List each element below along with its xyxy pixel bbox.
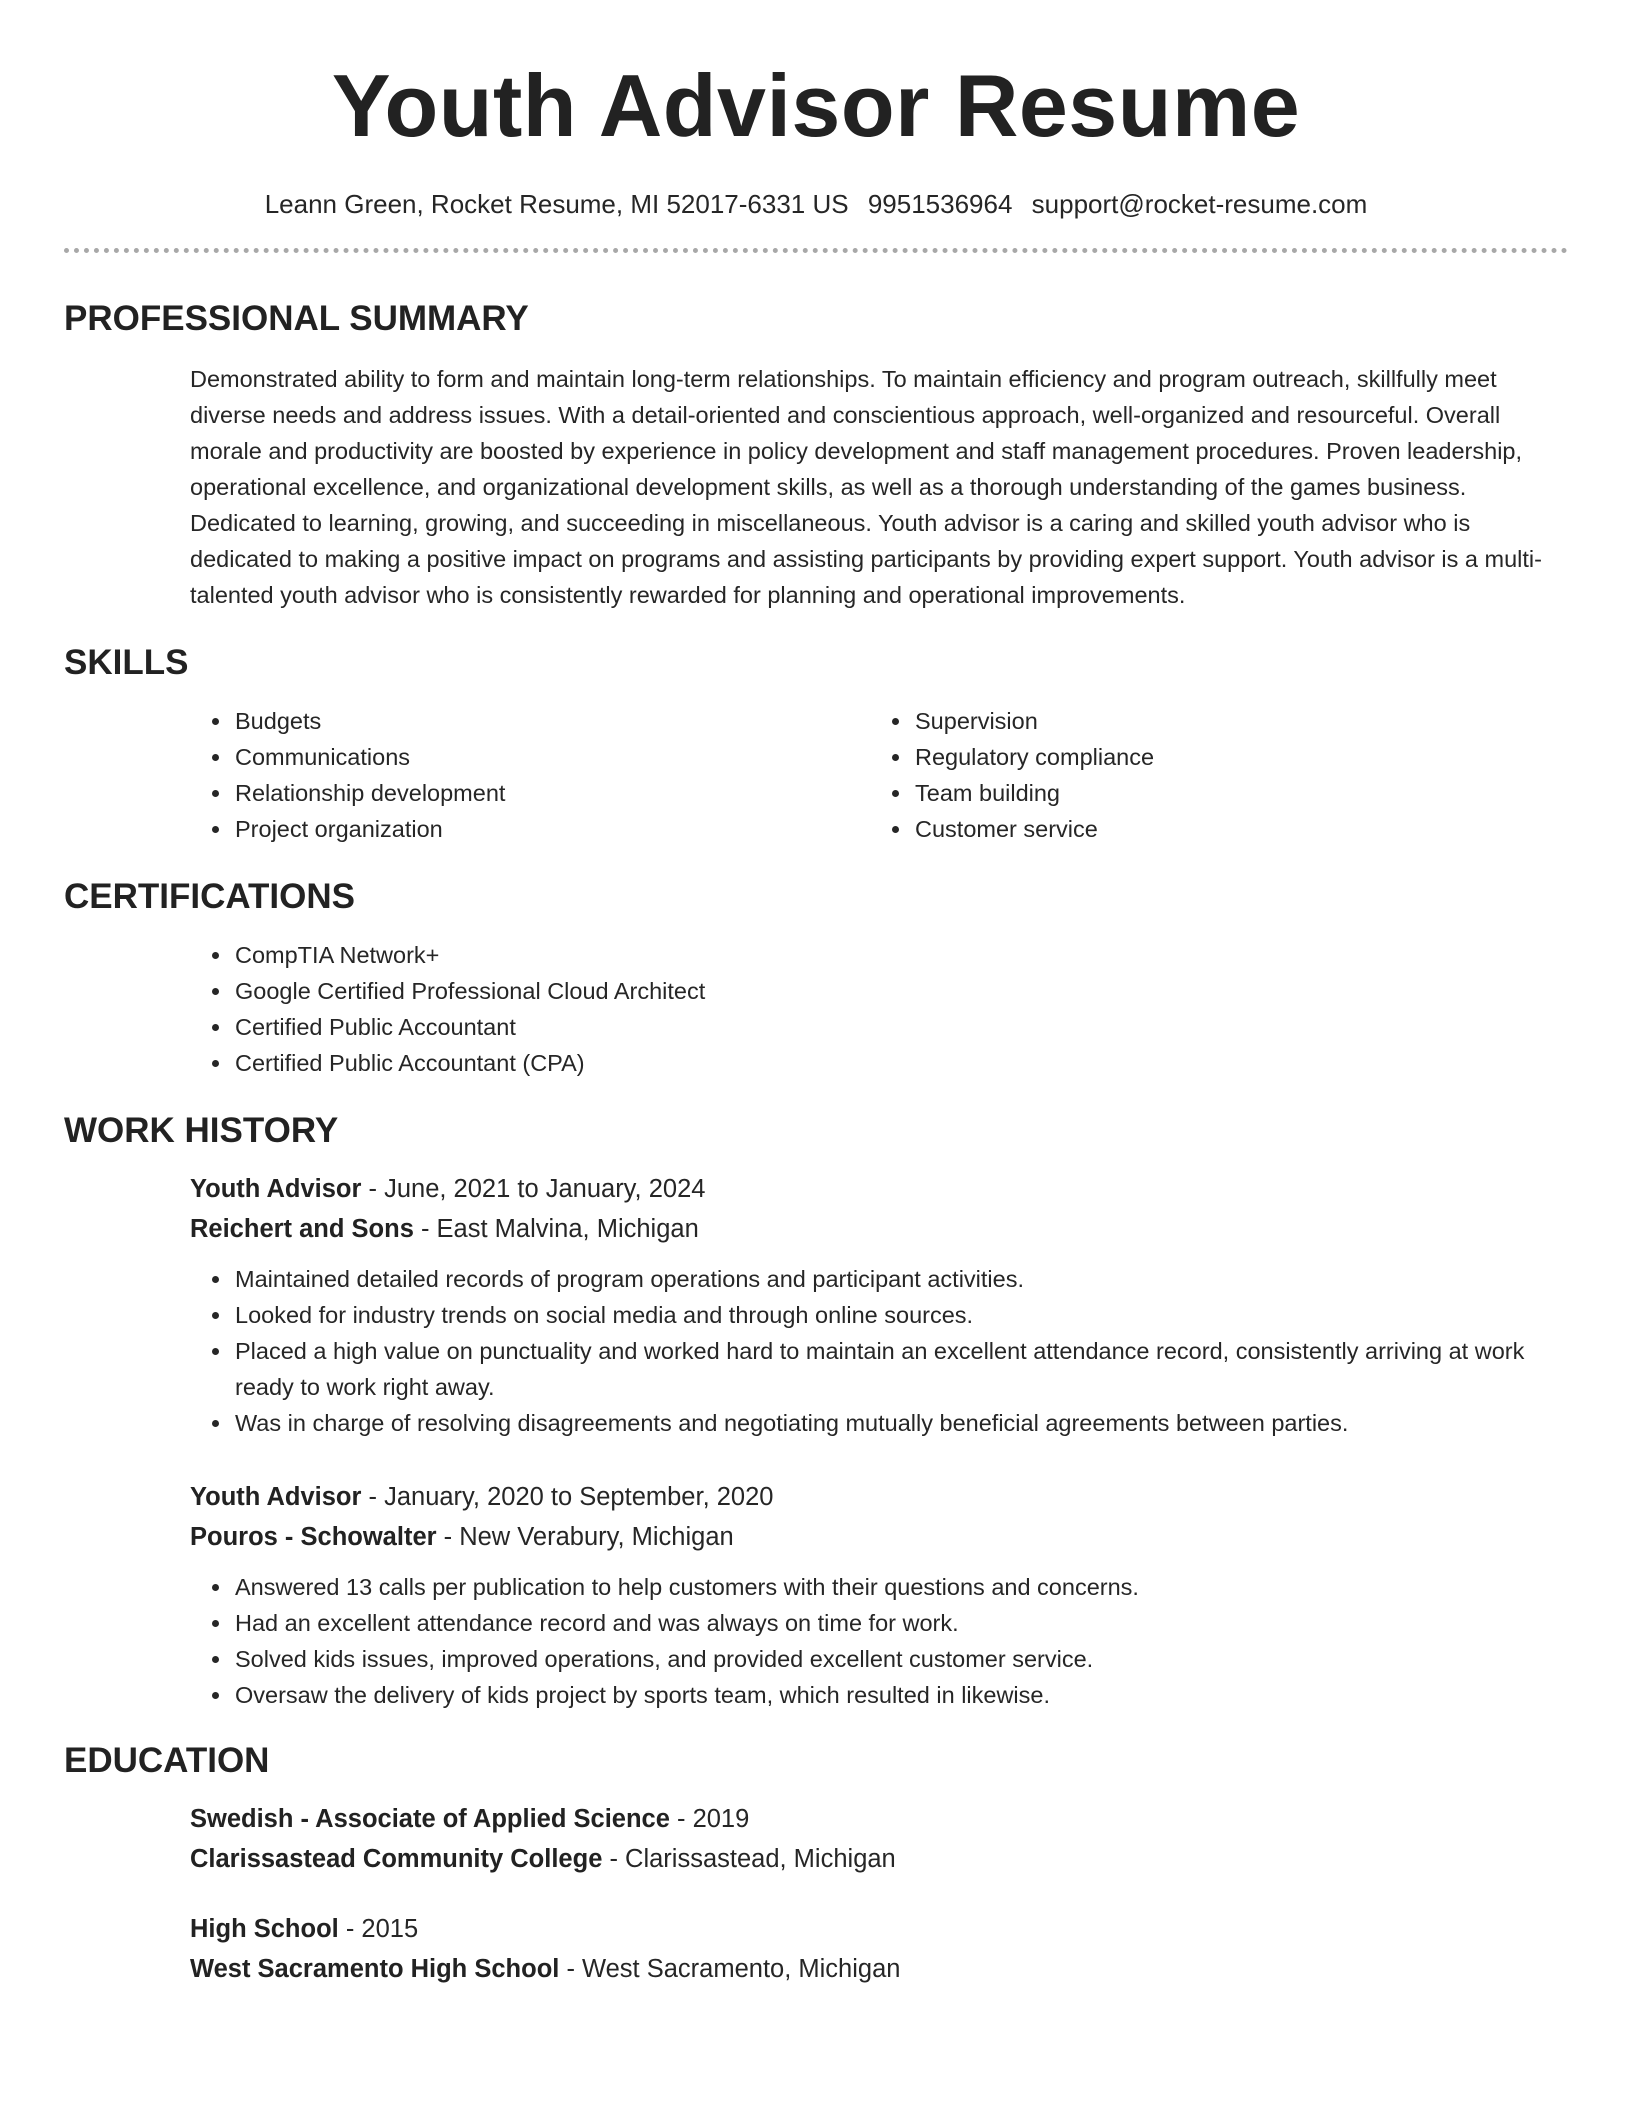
skill-item: • Team building	[913, 775, 1550, 811]
education-degree-line	[190, 1799, 1568, 1839]
work-history-section	[64, 1109, 1568, 1713]
education-entry	[190, 1909, 1568, 1989]
job-title-line	[190, 1477, 1568, 1517]
certification-item: • CompTIA Network+	[233, 937, 1568, 973]
education-school-line	[190, 1839, 1568, 1879]
skills-column-right	[870, 703, 1550, 847]
job-bullet: • Solved kids issues, improved operations, and provided excellent customer service.	[233, 1641, 1568, 1677]
certifications-heading: CERTIFICATIONS	[64, 877, 356, 916]
skill-item: • Relationship development	[233, 775, 870, 811]
contact-address: Leann Green, Rocket Resume, MI 52017-6331 US	[264, 189, 849, 219]
job-company-line	[190, 1517, 1568, 1557]
work-history-heading: WORK HISTORY	[64, 1111, 339, 1150]
certification-item: • Google Certified Professional Cloud Architect	[233, 973, 1568, 1009]
education-degree: High School	[190, 1915, 339, 1943]
job-company: Reichert and Sons	[190, 1215, 414, 1243]
job-location: - East Malvina, Michigan	[413, 1215, 699, 1243]
skill-item: • Supervision	[913, 703, 1550, 739]
job-entry	[190, 1169, 1568, 1441]
job-bullet: • Had an excellent attendance record and was always on time for work.	[233, 1605, 1568, 1641]
job-bullet: • Oversaw the delivery of kids project by sports team, which resulted in likewise.	[233, 1677, 1568, 1713]
job-dates: - June, 2021 to January, 2024	[361, 1175, 706, 1203]
contact-line	[64, 186, 1568, 222]
skill-item: • Customer service	[913, 811, 1550, 847]
skill-item: • Communications	[233, 739, 870, 775]
job-entry	[190, 1477, 1568, 1713]
job-bullet: • Was in charge of resolving disagreements and negotiating mutually beneficial agreements between parties.	[233, 1405, 1568, 1441]
skill-item: • Budgets	[233, 703, 870, 739]
certification-item: • Certified Public Accountant (CPA)	[233, 1045, 1568, 1081]
education-year: - 2019	[669, 1805, 750, 1833]
job-title: Youth Advisor	[190, 1175, 362, 1203]
skill-item: • Project organization	[233, 811, 870, 847]
job-title: Youth Advisor	[190, 1483, 362, 1511]
education-school: Clarissastead Community College	[190, 1845, 603, 1873]
education-entry	[190, 1799, 1568, 1879]
summary-heading: PROFESSIONAL SUMMARY	[64, 299, 529, 338]
summary-section	[64, 297, 1568, 613]
contact-email: support@rocket-resume.com	[1031, 189, 1368, 219]
education-year: - 2015	[338, 1915, 419, 1943]
job-location: - New Verabury, Michigan	[436, 1523, 734, 1551]
skills-column-left	[190, 703, 870, 847]
certifications-section	[64, 875, 1568, 1081]
job-bullet: • Looked for industry trends on social media and through online sources.	[233, 1297, 1568, 1333]
certification-item: • Certified Public Accountant	[233, 1009, 1568, 1045]
resume-title: Youth Advisor Resume	[331, 56, 1301, 155]
contact-phone: 9951536964	[867, 189, 1013, 219]
summary-text: Demonstrated ability to form and maintain long-term relationships. To maintain efficiency and program outreach, skillfully meet diverse needs and address issues. With a detail-oriented and conscientious approach, well-organized and resourceful. Overall morale and productivity are boosted by experience in policy development and staff management procedures. Proven leadership, operational excellence, and organizational development skills, as well as a thorough understanding of the games business. Dedicated to learning, growing, and succeeding in miscellaneous. Youth advisor is a caring and skilled youth advisor who is dedicated to making a positive impact on programs and assisting participants by providing expert support. Youth advisor is a multi-talented youth advisor who is consistently rewarded for planning and operational improvements.	[190, 366, 1542, 608]
header-divider	[64, 248, 1568, 253]
skills-section	[64, 641, 1568, 847]
education-section	[64, 1739, 1568, 1989]
education-school-line	[190, 1949, 1568, 1989]
skill-item: • Regulatory compliance	[913, 739, 1550, 775]
job-dates: - January, 2020 to September, 2020	[361, 1483, 774, 1511]
job-bullet: • Answered 13 calls per publication to help customers with their questions and concerns.	[233, 1569, 1568, 1605]
job-company: Pouros - Schowalter	[190, 1523, 437, 1551]
job-company-line	[190, 1209, 1568, 1249]
skills-heading: SKILLS	[64, 643, 189, 682]
education-heading: EDUCATION	[64, 1741, 270, 1780]
education-degree-line	[190, 1909, 1568, 1949]
job-title-line	[190, 1169, 1568, 1209]
job-bullet: • Maintained detailed records of program operations and participant activities.	[233, 1261, 1568, 1297]
education-degree: Swedish - Associate of Applied Science	[190, 1805, 670, 1833]
education-school: West Sacramento High School	[190, 1955, 560, 1983]
education-location: - Clarissastead, Michigan	[602, 1845, 896, 1873]
job-bullet: • Placed a high value on punctuality and worked hard to maintain an excellent attendance record, consistently arriving at work ready to work right away.	[233, 1333, 1568, 1405]
education-location: - West Sacramento, Michigan	[559, 1955, 901, 1983]
